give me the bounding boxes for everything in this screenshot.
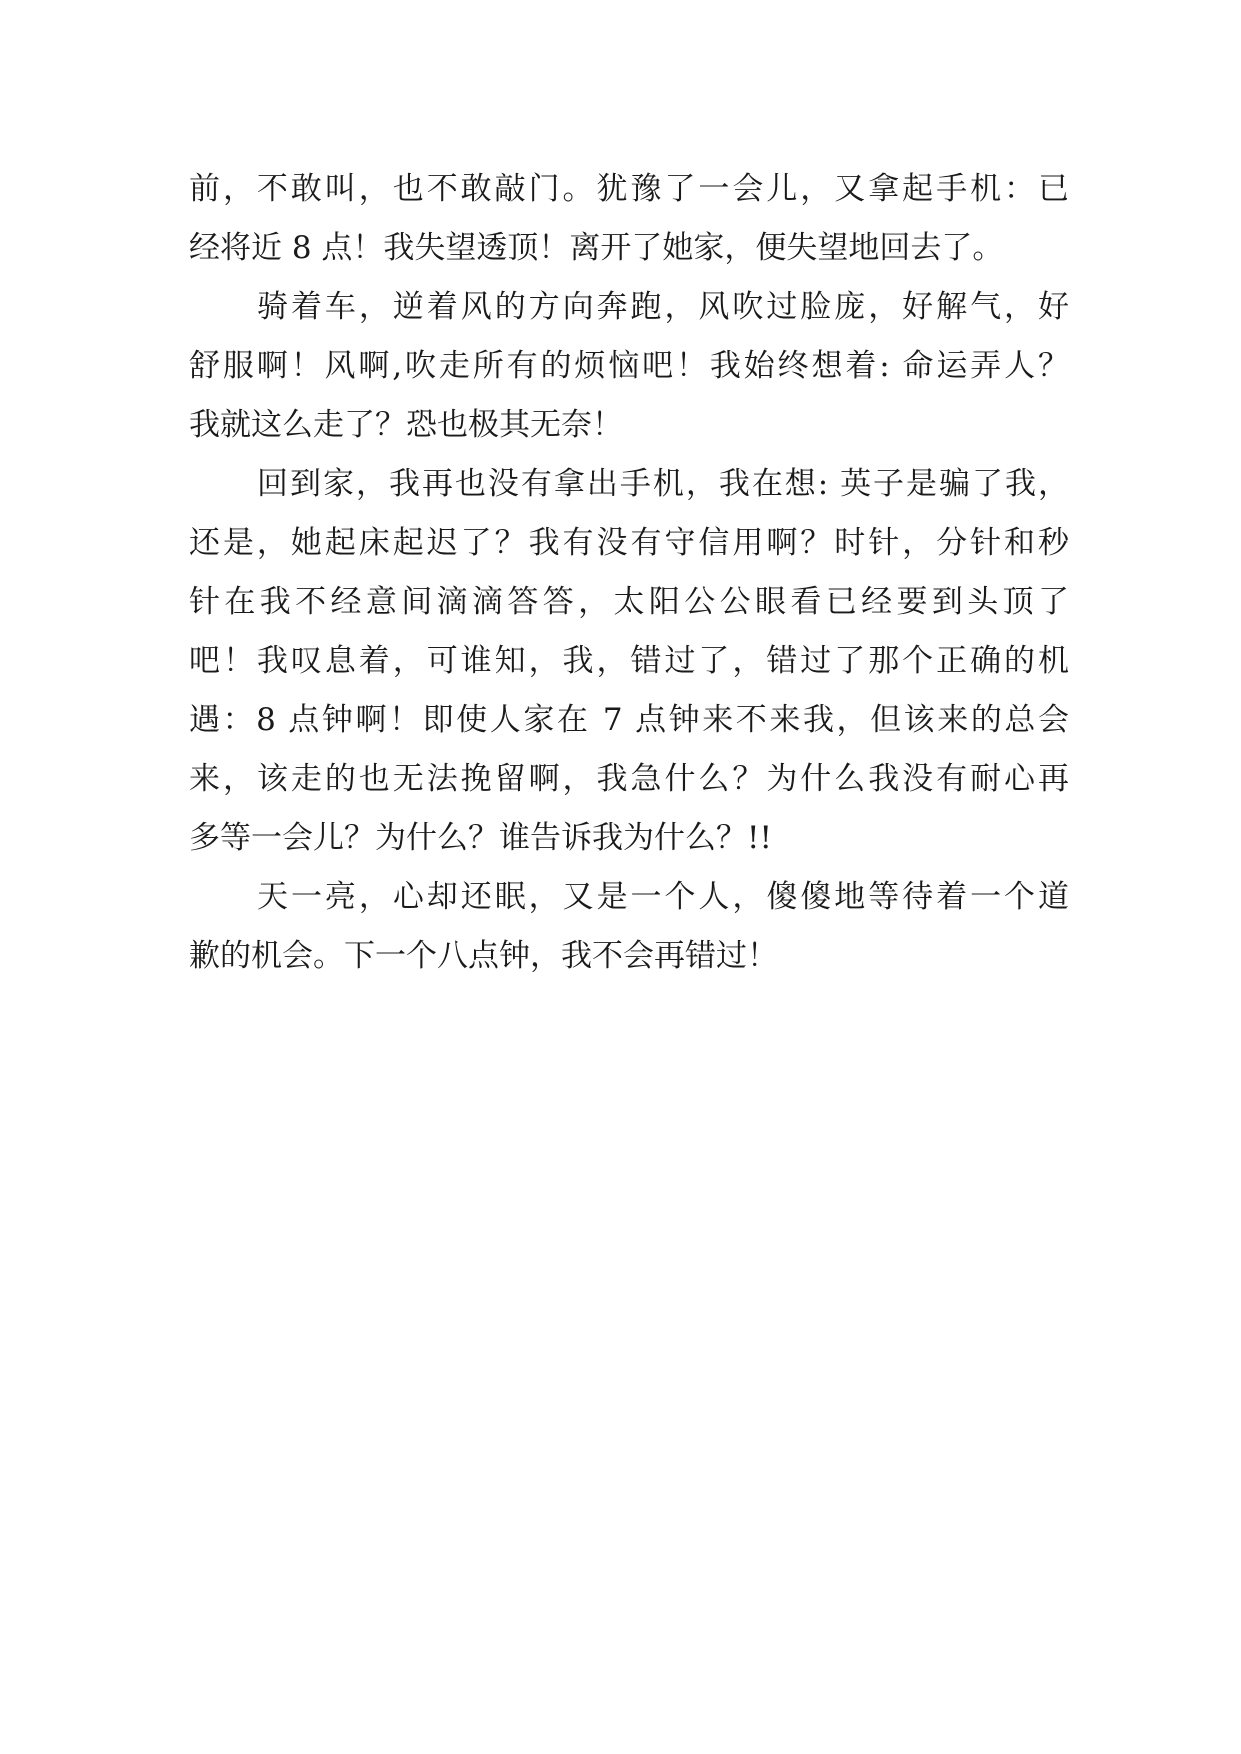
text-line: 回到家，我再也没有拿出手机，我在想: 英子是骗了我， <box>257 466 1069 502</box>
text-line: 前，不敢叫，也不敢敲门。犹豫了一会儿，又拿起手机：已 <box>189 171 1069 207</box>
text-line: 针在我不经意间滴滴答答，太阳公公眼看已经要到头顶了 <box>189 584 1069 620</box>
text-line: 骑着车，逆着风的方向奔跑，风吹过脸庞，好解气，好 <box>257 289 1069 325</box>
text-line: 经将近 8 点！我失望透顶！离开了她家，便失望地回去了。 <box>189 230 1004 266</box>
body-text <box>189 160 1069 986</box>
text-line: 天一亮，心却还眠，又是一个人，傻傻地等待着一个道 <box>257 879 1069 915</box>
text-line: 还是，她起床起迟了？我有没有守信用啊？时针，分针和秒 <box>189 525 1069 561</box>
text-line: 吧！我叹息着，可谁知，我，错过了，错过了那个正确的机 <box>189 643 1069 679</box>
text-line: 我就这么走了？恐也极其无奈！ <box>189 407 623 443</box>
text-line: 歉的机会。下一个八点钟，我不会再错过！ <box>189 938 778 974</box>
text-line: 遇：8 点钟啊！即使人家在 7 点钟来不来我，但该来的总会 <box>189 702 1069 738</box>
text-line: 多等一会儿？为什么？谁告诉我为什么？!! <box>189 820 772 856</box>
text-line: 舒服啊！风啊,吹走所有的烦恼吧！我始终想着: 命运弄人？ <box>189 348 1069 384</box>
text-line: 来，该走的也无法挽留啊，我急什么？为什么我没有耐心再 <box>189 761 1069 797</box>
